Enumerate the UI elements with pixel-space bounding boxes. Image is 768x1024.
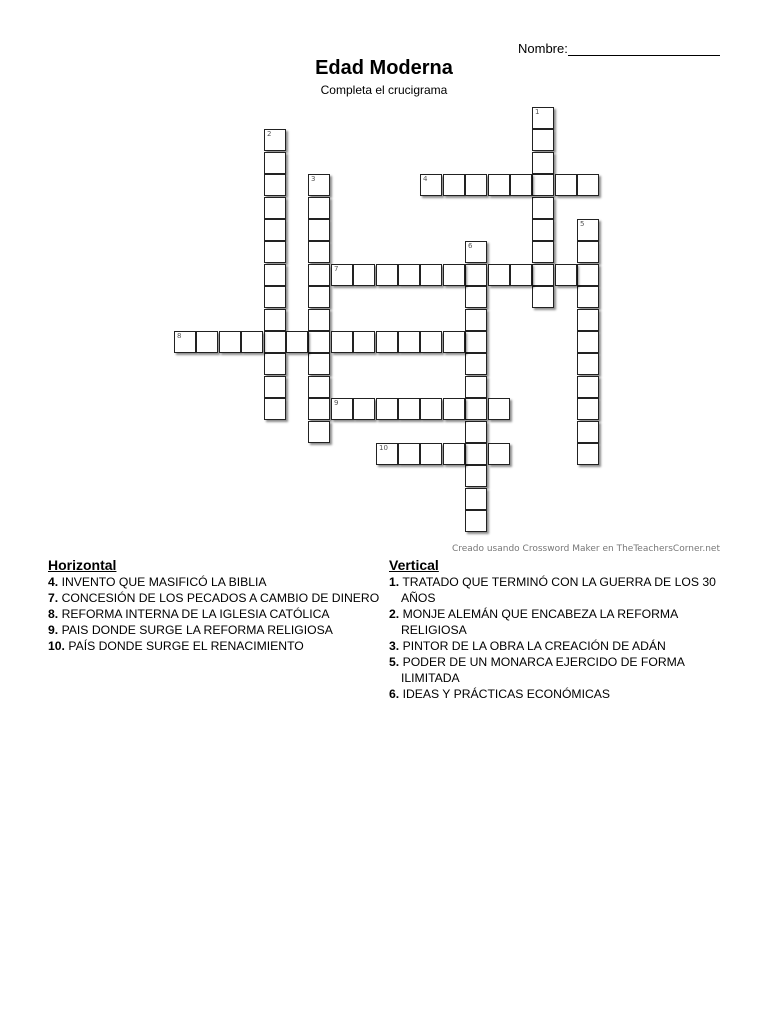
crossword-cell[interactable]: [465, 353, 487, 375]
crossword-cell[interactable]: [488, 264, 510, 286]
crossword-cell[interactable]: [331, 331, 353, 353]
crossword-cell[interactable]: [465, 488, 487, 510]
crossword-cell[interactable]: [376, 331, 398, 353]
crossword-cell[interactable]: [308, 174, 330, 196]
crossword-cell[interactable]: [577, 286, 599, 308]
crossword-cell[interactable]: [555, 174, 577, 196]
clue-number: 8: [177, 332, 182, 340]
crossword-cell[interactable]: [488, 443, 510, 465]
crossword-cell[interactable]: [532, 152, 554, 174]
crossword-cell[interactable]: [577, 443, 599, 465]
crossword-cell[interactable]: [465, 331, 487, 353]
crossword-cell[interactable]: [577, 398, 599, 420]
crossword-cell[interactable]: [577, 353, 599, 375]
crossword-cell[interactable]: [532, 241, 554, 263]
crossword-cell[interactable]: [465, 309, 487, 331]
crossword-cell[interactable]: [465, 174, 487, 196]
clue-item: 1. TRATADO QUE TERMINÓ CON LA GUERRA DE LOS 30 AÑOS: [389, 575, 716, 605]
crossword-cell[interactable]: [465, 286, 487, 308]
crossword-cell[interactable]: [532, 174, 554, 196]
crossword-cell[interactable]: [264, 353, 286, 375]
crossword-cell[interactable]: [465, 241, 487, 263]
clue-number: 5: [580, 220, 585, 228]
crossword-cell[interactable]: [308, 286, 330, 308]
crossword-cell[interactable]: [420, 443, 442, 465]
clue-item: 8. REFORMA INTERNA DE LA IGLESIA CATÓLICA: [48, 607, 330, 621]
crossword-cell[interactable]: [577, 331, 599, 353]
crossword-cell[interactable]: [286, 331, 308, 353]
crossword-cell[interactable]: [555, 264, 577, 286]
crossword-cell[interactable]: [264, 309, 286, 331]
crossword-cell[interactable]: [308, 309, 330, 331]
crossword-cell[interactable]: [420, 264, 442, 286]
crossword-cell[interactable]: [532, 286, 554, 308]
vertical-heading: Vertical: [389, 557, 439, 573]
crossword-cell[interactable]: [308, 421, 330, 443]
crossword-cell[interactable]: [510, 174, 532, 196]
clue-item: 6. IDEAS Y PRÁCTICAS ECONÓMICAS: [389, 687, 611, 701]
crossword-cell[interactable]: [376, 443, 398, 465]
crossword-cell[interactable]: [420, 174, 442, 196]
crossword-cell[interactable]: [532, 264, 554, 286]
clue-item: 2. MONJE ALEMÁN QUE ENCABEZA LA REFORMA RELIGIOSA: [389, 607, 678, 637]
clue-item: 5. PODER DE UN MONARCA EJERCIDO DE FORMA ILIMITADA: [389, 655, 685, 685]
page-subtitle: Completa el crucigrama: [320, 83, 448, 97]
credit-text: Creado usando Crossword Maker en TheTeachersCorner.net: [451, 544, 720, 554]
crossword-cell[interactable]: [353, 398, 375, 420]
crossword-cell[interactable]: [443, 398, 465, 420]
crossword-cell[interactable]: [577, 241, 599, 263]
crossword-cell[interactable]: [465, 398, 487, 420]
crossword-cell[interactable]: [264, 264, 286, 286]
crossword-cell[interactable]: [353, 264, 375, 286]
crossword-cell[interactable]: [353, 331, 375, 353]
crossword-cell[interactable]: [443, 331, 465, 353]
crossword-cell[interactable]: [308, 398, 330, 420]
crossword-cell[interactable]: [577, 264, 599, 286]
crossword-cell[interactable]: [308, 353, 330, 375]
crossword-cell[interactable]: [308, 376, 330, 398]
crossword-cell[interactable]: [264, 174, 286, 196]
crossword-cell[interactable]: [331, 264, 353, 286]
crossword-cell[interactable]: [465, 510, 487, 532]
crossword-cell[interactable]: [488, 398, 510, 420]
crossword-cell[interactable]: [308, 264, 330, 286]
clue-number: 3: [311, 175, 316, 183]
crossword-cell[interactable]: [264, 129, 286, 151]
crossword-cell[interactable]: [398, 264, 420, 286]
crossword-cell[interactable]: [465, 264, 487, 286]
crossword-cell[interactable]: [465, 443, 487, 465]
crossword-cell[interactable]: [376, 398, 398, 420]
crossword-cell[interactable]: [532, 197, 554, 219]
clue-number: 2: [267, 130, 272, 138]
page-title: Edad Moderna: [315, 57, 453, 79]
crossword-cell[interactable]: [577, 309, 599, 331]
clue-number: 7: [334, 265, 339, 273]
crossword-cell[interactable]: [219, 331, 241, 353]
clue-number: 1: [535, 108, 540, 116]
crossword-cell[interactable]: [398, 331, 420, 353]
crossword-cell[interactable]: [264, 398, 286, 420]
clue-item: 7. CONCESIÓN DE LOS PECADOS A CAMBIO DE DINERO: [48, 591, 380, 605]
clue-item: 10. PAÍS DONDE SURGE EL RENACIMIENTO: [48, 639, 304, 653]
crossword-cell[interactable]: [308, 219, 330, 241]
crossword-cell[interactable]: [420, 398, 442, 420]
crossword-cell[interactable]: [264, 286, 286, 308]
crossword-cell[interactable]: [264, 376, 286, 398]
clue-item: 3. PINTOR DE LA OBRA LA CREACIÓN DE ADÁN: [389, 639, 666, 653]
crossword-cell[interactable]: [577, 376, 599, 398]
crossword-cell[interactable]: [532, 107, 554, 129]
name-label: Nombre:: [518, 41, 568, 56]
crossword-cell[interactable]: [174, 331, 196, 353]
crossword-cell[interactable]: [465, 465, 487, 487]
clue-item: 9. PAIS DONDE SURGE LA REFORMA RELIGIOSA: [48, 623, 333, 637]
crossword-cell[interactable]: [443, 264, 465, 286]
crossword-cell[interactable]: [398, 398, 420, 420]
crossword-cell[interactable]: [443, 443, 465, 465]
crossword-cell[interactable]: [510, 264, 532, 286]
clue-number: 4: [423, 175, 428, 183]
clue-number: 6: [468, 242, 473, 250]
crossword-cell[interactable]: [488, 174, 510, 196]
crossword-cell[interactable]: [264, 152, 286, 174]
crossword-cell[interactable]: [241, 331, 263, 353]
crossword-cell[interactable]: [264, 197, 286, 219]
horizontal-clues: [48, 556, 382, 654]
crossword-cell[interactable]: [308, 241, 330, 263]
clue-number: 10: [379, 444, 388, 452]
crossword-cell[interactable]: [532, 219, 554, 241]
clue-number: 9: [334, 399, 339, 407]
crossword-cell[interactable]: [308, 197, 330, 219]
horizontal-heading: Horizontal: [48, 557, 117, 573]
crossword-cell[interactable]: [376, 264, 398, 286]
crossword-cell[interactable]: [465, 421, 487, 443]
crossword-cell[interactable]: [264, 331, 286, 353]
crossword-cell[interactable]: [577, 421, 599, 443]
crossword-cell[interactable]: [532, 129, 554, 151]
crossword-cell[interactable]: [331, 398, 353, 420]
crossword-cell[interactable]: [264, 241, 286, 263]
crossword-cell[interactable]: [577, 219, 599, 241]
crossword-cell[interactable]: [420, 331, 442, 353]
crossword-cell[interactable]: [308, 331, 330, 353]
crossword-cell[interactable]: [264, 219, 286, 241]
crossword-cell[interactable]: [196, 331, 218, 353]
crossword-cell[interactable]: [577, 174, 599, 196]
vertical-clues: [389, 556, 723, 702]
crossword-cell[interactable]: [465, 376, 487, 398]
crossword-cell[interactable]: [398, 443, 420, 465]
crossword-cell[interactable]: [443, 174, 465, 196]
clue-item: 4. INVENTO QUE MASIFICÓ LA BIBLIA: [48, 575, 267, 589]
